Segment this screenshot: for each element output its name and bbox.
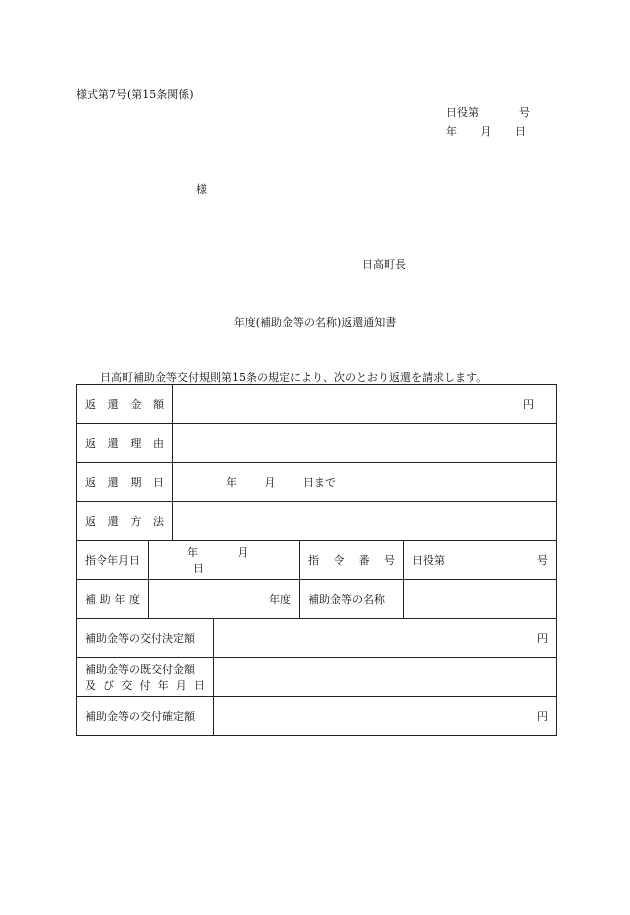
row-return-deadline	[77, 463, 557, 502]
date-day: 日	[515, 125, 526, 138]
row-return-reason	[77, 424, 557, 463]
value-return-amount: 円	[173, 385, 557, 424]
label-return-deadline: 返 還 期 日	[77, 463, 173, 502]
label-already-granted: 補助金等の既交付金額 及 び 交 付 年 月 日	[77, 658, 214, 697]
value-grant-confirmed: 円	[214, 697, 557, 736]
value-grant-decided: 円	[214, 619, 557, 658]
label-subsidy-name: 補助金等の名称	[300, 580, 404, 619]
label-order-number: 指 令 番 号	[300, 541, 404, 580]
return-notice-table	[76, 384, 557, 736]
intro-text: 日高町補助金等交付規則第15条の規定により、次のとおり返還を請求します。	[100, 371, 488, 384]
document-title: 年度(補助金等の名称)返還通知書	[233, 316, 397, 329]
label-return-reason: 返 還 理 由	[77, 424, 173, 463]
value-return-reason	[173, 424, 557, 463]
ref-prefix: 日役第	[446, 106, 479, 119]
row-order	[77, 541, 557, 580]
date-year: 年	[446, 125, 457, 138]
value-subsidy-year: 年度	[149, 580, 300, 619]
label-grant-confirmed: 補助金等の交付確定額	[77, 697, 214, 736]
sender-title: 日高町長	[362, 258, 406, 271]
row-grant-decided	[77, 619, 557, 658]
value-return-deadline: 年 月 日まで	[173, 463, 557, 502]
recipient-honorific: 様	[196, 183, 207, 196]
label-return-method: 返 還 方 法	[77, 502, 173, 541]
date-month: 月	[480, 125, 492, 138]
row-return-method	[77, 502, 557, 541]
value-order-date: 年 月 日	[149, 541, 300, 580]
issue-date	[446, 123, 526, 139]
value-order-number: 日役第 号	[404, 541, 557, 580]
label-grant-decided: 補助金等の交付決定額	[77, 619, 214, 658]
label-return-amount: 返 還 金 額	[77, 385, 173, 424]
value-already-granted	[214, 658, 557, 697]
value-subsidy-name	[404, 580, 557, 619]
label-subsidy-year: 補 助 年 度	[77, 580, 149, 619]
row-return-amount	[77, 385, 557, 424]
value-return-method	[173, 502, 557, 541]
label-order-date: 指令年月日	[77, 541, 149, 580]
ref-suffix: 号	[519, 106, 530, 119]
form-number: 様式第7号(第15条関係)	[76, 88, 194, 101]
row-subsidy	[77, 580, 557, 619]
row-already-granted	[77, 658, 557, 697]
row-grant-confirmed	[77, 697, 557, 736]
